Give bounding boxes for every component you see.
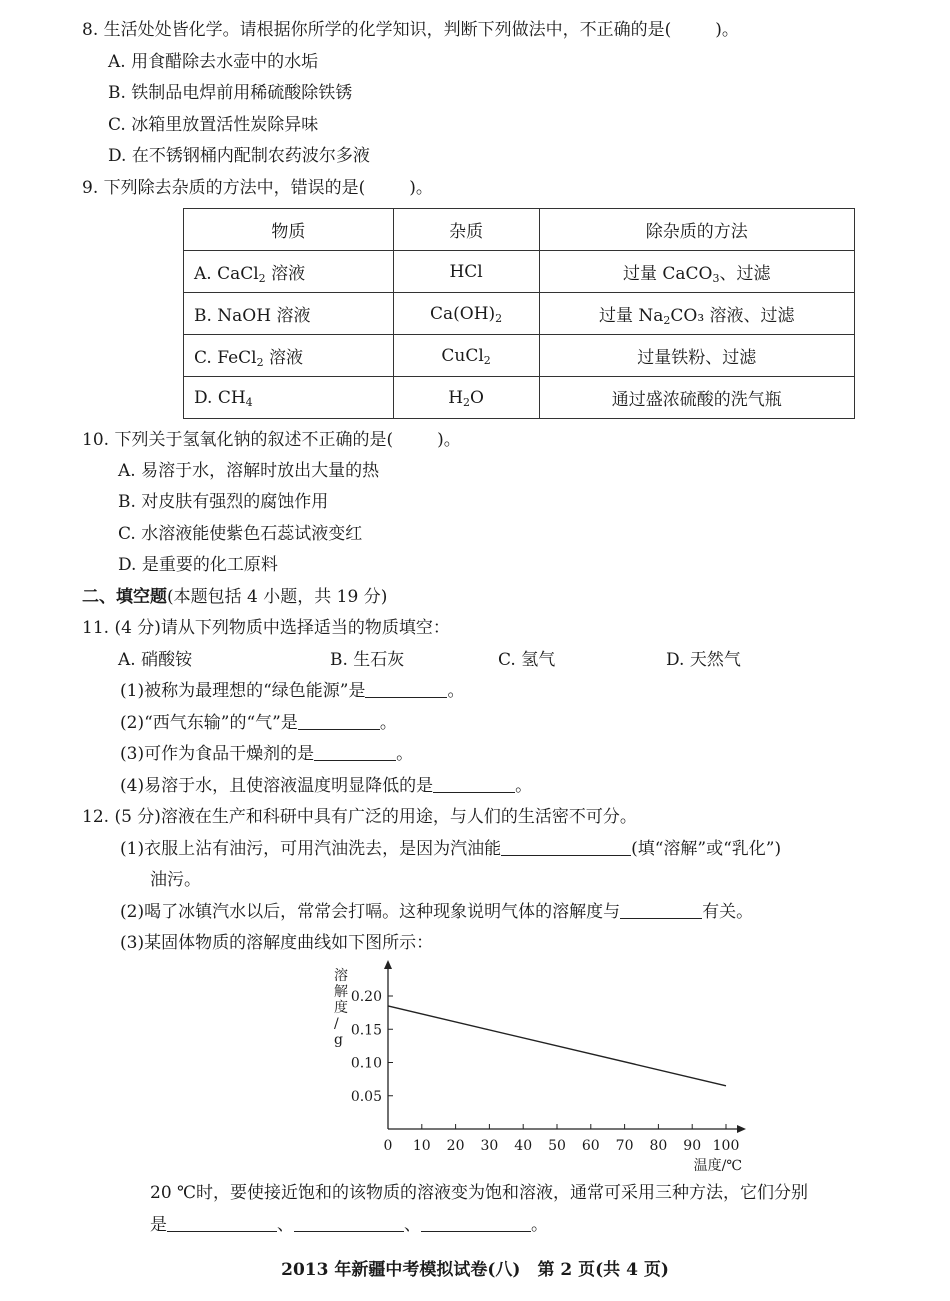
cell-impurity: $H_2O$ [393,377,539,419]
chart-series [388,1006,726,1086]
x-tick-label: 30 [480,1138,499,1154]
q12-part-4: 20 ℃时，要使接近饱和的该物质的溶液变为饱和溶液，通常可采用三种方法，它们分别 [150,1183,809,1203]
x-tick-label: 20 [446,1138,465,1154]
answer-blank[interactable] [294,1213,404,1232]
cell-method: 通过盛浓硫酸的洗气瓶 [539,377,854,419]
table-row [184,377,855,419]
table-row [184,335,855,377]
solubility-chart [325,958,755,1178]
cell-substance: A. CaCl$_2$ 溶液 [184,251,394,293]
q11-choice-a: A. 硝酸铵 [118,650,193,670]
q11-choice-d: D. 天然气 [666,650,741,670]
cell-substance: D. $CH_4$ [184,377,394,419]
y-axis-arrow [384,960,392,969]
header-substance: 物质 [184,209,394,251]
x-tick-label: 10 [412,1138,431,1154]
solubility-curve [388,1006,726,1086]
answer-blank[interactable] [620,900,702,919]
q8-option-c: C. 冰箱里放置活性炭除异味 [108,115,319,135]
y-tick-label: 0.05 [350,1088,382,1105]
cell-impurity: HCl [393,251,539,293]
answer-blank[interactable] [501,837,631,856]
q11-item-3: (3)可作为食品干燥剂的是 。 [120,744,414,764]
answer-blank[interactable] [365,679,447,698]
x-tick-label: 80 [649,1138,668,1154]
cell-method: 过量 CaCO$_3$、过滤 [539,251,854,293]
q10-stem: 10. 下列关于氢氧化钠的叙述不正确的是( )。 [82,430,461,450]
x-tick-label: 90 [683,1138,702,1154]
q10-option-c: C. 水溶液能使紫色石蕊试液变红 [118,524,363,544]
cell-impurity: $Ca(OH)_2$ [393,293,539,335]
q12-part-1-cont: 油污。 [150,870,201,890]
q12-part-4-cont: 是 、 、 。 [150,1215,548,1235]
q11-choice-c: C. 氢气 [498,650,556,670]
q11-choice-b: B. 生石灰 [330,650,405,670]
cell-substance: C. FeCl$_2$ 溶液 [184,335,394,377]
cell-impurity: CuCl$_2$ [393,335,539,377]
q12-part-2: (2)喝了冰镇汽水以后，常常会打嗝。这种现象说明气体的溶解度与 有关。 [120,902,754,922]
section-2-heading: 二、填空题(本题包括 4 小题，共 19 分) [82,587,388,607]
answer-blank[interactable] [421,1213,531,1232]
q11-item-2: (2)“西气东输”的“气”是 。 [120,713,397,733]
x-axis-label: 温度/℃ [693,1158,742,1174]
x-tick-label: 100 [712,1138,740,1154]
cell-substance: B. NaOH 溶液 [184,293,394,335]
y-axis-label: 溶解度/ g [334,968,348,1048]
answer-blank[interactable] [314,742,396,761]
q8-stem: 8. 生活处处皆化学。请根据你所学的化学知识，判断下列做法中，不正确的是( )。 [82,20,739,40]
table-header-row [184,209,855,251]
q12-part-1: (1)衣服上沾有油污，可用汽油洗去，是因为汽油能 (填“溶解”或“乳化”) [120,839,782,859]
q9-stem: 9. 下列除去杂质的方法中，错误的是( )。 [82,178,433,198]
q11-stem: 11. (4 分)请从下列物质中选择适当的物质填空： [82,618,450,638]
header-impurity: 杂质 [393,209,539,251]
header-method: 除杂质的方法 [539,209,854,251]
chart-axes [384,960,746,1133]
q11-item-4: (4)易溶于水，且使溶液温度明显降低的是 。 [120,776,533,796]
cell-method: 过量铁粉、过滤 [539,335,854,377]
x-tick-label: 0 [383,1138,393,1154]
x-tick-label: 40 [514,1138,533,1154]
x-tick-label: 60 [581,1138,600,1154]
q10-option-a: A. 易溶于水，溶解时放出大量的热 [118,461,380,481]
answer-blank[interactable] [167,1213,277,1232]
y-tick-label: 0.20 [350,989,382,1005]
answer-blank[interactable] [298,711,380,730]
y-tick-label: 0.15 [350,1022,382,1039]
q11-item-1: (1)被称为最理想的“绿色能源”是 。 [120,681,465,701]
cell-method: 过量 $Na_2CO_3$ 溶液、过滤 [539,293,854,335]
table-row [184,293,855,335]
x-axis-arrow [737,1125,746,1133]
table-row [184,251,855,293]
q10-option-d: D. 是重要的化工原料 [118,555,278,575]
page-footer: 2013 年新疆中考模拟试卷(八) 第 2 页(共 4 页) [281,1260,669,1280]
q9-table [183,208,855,419]
chart-labels [334,967,742,1174]
y-tick-label: 0.10 [350,1055,382,1072]
x-tick-label: 50 [548,1138,566,1154]
x-tick-label: 70 [615,1138,634,1154]
q8-option-d: D. 在不锈钢桶内配制农药波尔多液 [108,146,370,166]
q12-stem: 12. (5 分)溶液在生产和科研中具有广泛的用途，与人们的生活密不可分。 [82,807,637,827]
q8-option-a: A. 用食醋除去水壶中的水垢 [108,52,319,72]
q8-option-b: B. 铁制品电焊前用稀硫酸除铁锈 [108,83,353,103]
q12-part-3: (3)某固体物质的溶解度曲线如下图所示： [120,933,434,953]
answer-blank[interactable] [433,774,515,793]
q10-option-b: B. 对皮肤有强烈的腐蚀作用 [118,492,329,512]
